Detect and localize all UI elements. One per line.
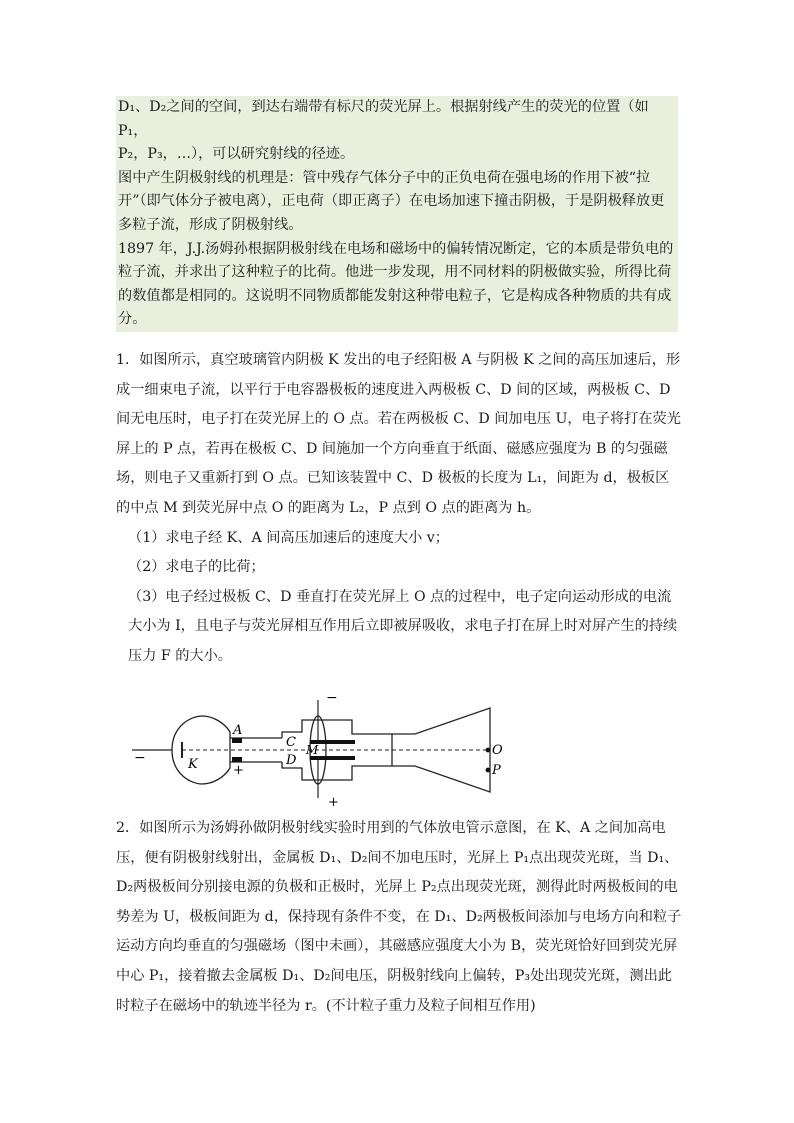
- question-number: 2．: [116, 820, 140, 836]
- intro-para-1-line-2: P₂，P₃，…），可以研究射线的径迹。: [118, 146, 355, 163]
- question-text: 如图所示为汤姆孙做阴极射线实验时用到的气体放电管示意图，在 K、A 之间加高电压，便有阴极射线射出，金属板 D₁、D₂间不加电压时，光屏上 P₁点出现荧光斑，当 D₁、D₂两极板间分别接电源的负极和正极时，光屏上 P₂点出现荧光斑，测得此时两极板间的电势差为 U，极板间距为 d，保持现有条件不变，在 D₁、D₂两极板间添加与电场方向和粒子运动方向均垂直的匀强磁场（图中未画），其磁感应强度大小为 B，荧光斑恰好回到荧光屏中心 P₁，接着撤去金属板 D₁、D₂间电压，阴极射线向上偏转，P₃处出现荧光斑，测出此时粒子在磁场中的轨迹半径为 r。(不计粒子重力及粒子间相互作用): [116, 820, 682, 1014]
- label-P: P: [492, 763, 501, 778]
- question-1-stem: [116, 346, 682, 524]
- sub-question-2: （2）求电子的比荷；: [128, 559, 265, 576]
- label-A: A: [233, 723, 243, 738]
- question-text: 如图所示，真空玻璃管内阴极 K 发出的电子经阳极 A 与阴极 K 之间的高压加速后，形成一细束电子流，以平行于电容器极板的速度进入两极板 C、D 间的区域，两极板 C、D 间无电压时，电子打在荧光屏上的 O 点。若在两极板 C、D 间加电压 U，电子将打在荧光屏上的 P 点，若再在极板 C、D 间施加一个方向垂直于纸面、磁感应强度为 B 的匀强磁场，则电子又重新打到 O 点。已知该装置中 C、D 极板的长度为 L₁，间距为 d，极板区的中点 M 到荧光屏中点 O 的距离为 L₂，P 点到 O 点的距离为 h。: [116, 352, 681, 516]
- label-O: O: [492, 743, 503, 758]
- label-plus-A: +: [233, 763, 244, 778]
- question-2: [116, 814, 682, 1021]
- intro-para-2: 图中产生阴极射线的机理是：管中残存气体分子中的正负电荷在强电场的作用下被“拉开”（即气体分子被电离），正电荷（即正离子）在电场加速下撞击阴极，于是阴极释放更多粒子流，形成了阴极射线。: [118, 169, 665, 233]
- label-plus-bottom: +: [328, 795, 339, 810]
- question-number: 1．: [116, 352, 140, 368]
- intro-para-3: 1897 年，J.J.汤姆孙根据阴极射线在电场和磁场中的偏转情况断定，它的本质是带负电的粒子流，并求出了这种粒子的比荷。他进一步发现，用不同材料的阴极做实验，所得比荷的数值都是相同的。这说明不同物质都能发射这种带电粒子，它是构成各种物质的共有成分。: [118, 240, 674, 328]
- sub-question-1: （1）求电子经 K、A 间高压加速后的速度大小 v；: [128, 529, 449, 546]
- intro-para-1-line-1: D₁、D₂之间的空间，到达右端带有标尺的荧光屏上。根据射线产生的荧光的位置（如 P₁，: [118, 99, 649, 139]
- intro-highlight-block: [116, 96, 678, 332]
- sub-question-3: （3）电子经过极板 C、D 垂直打在荧光屏上 O 点的过程中，电子定向运动形成的电流大小为 I，且电子与荧光屏相互作用后立即被屏吸收，求电子打在屏上时对屏产生的持续压力 F 的大小。: [128, 588, 678, 664]
- label-D: D: [286, 753, 297, 768]
- label-K: K: [188, 757, 198, 772]
- label-M: M: [306, 743, 319, 757]
- label-C: C: [286, 735, 296, 750]
- question-2-stem: [116, 814, 682, 1021]
- question-1: [116, 346, 682, 672]
- cathode-ray-tube-diagram: [132, 690, 512, 810]
- label-minus-left: −: [134, 750, 146, 766]
- label-minus-top: −: [326, 690, 338, 706]
